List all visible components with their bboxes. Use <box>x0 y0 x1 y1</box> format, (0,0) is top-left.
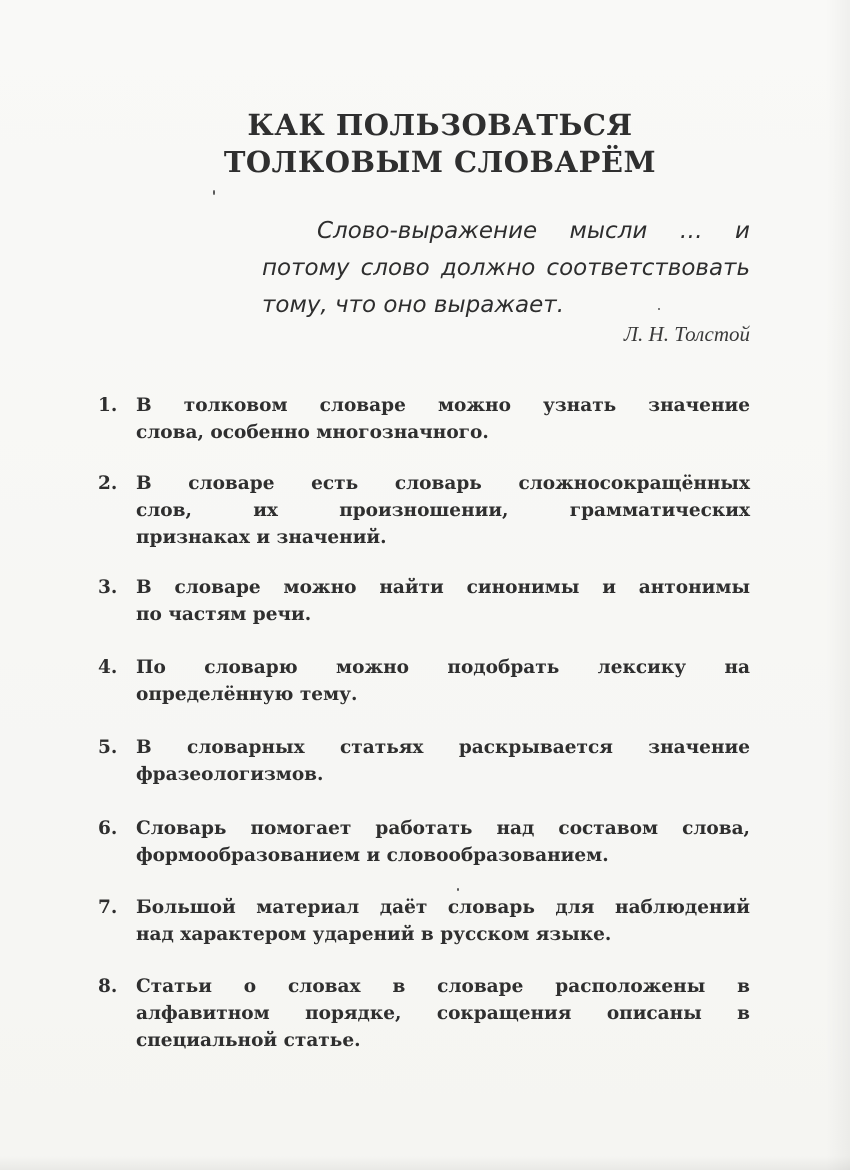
list-item-line: признаках и значений. <box>136 527 387 548</box>
list-item-line: В толковом словаре можно узнать значение <box>136 395 750 416</box>
list-item-number: 5. <box>98 737 118 758</box>
list-item-line: Словарь помогает работать над составом слова, <box>136 818 750 839</box>
list-item-line: Большой материал даёт словарь для наблюдений <box>136 897 750 918</box>
list-item-text <box>136 654 750 708</box>
list-item-line: специальной статье. <box>136 1030 361 1051</box>
list-item-line: фразеологизмов. <box>136 764 324 785</box>
list-item-number: 3. <box>98 577 118 598</box>
list-item-line: слова, особенно многозначного. <box>136 422 489 443</box>
epigraph-quote <box>262 213 750 324</box>
page-bottom-shadow <box>0 1156 850 1170</box>
list-item-text <box>136 574 750 628</box>
page-title-line-1: КАК ПОЛЬЗОВАТЬСЯ <box>247 108 633 142</box>
list-item-number: 6. <box>98 818 118 839</box>
list-item-number: 8. <box>98 976 118 997</box>
epigraph-line: потому слово должно соответствовать <box>262 255 750 281</box>
list-item-line: слов, их произношении, грамматических <box>136 500 750 521</box>
list-item-text <box>136 894 750 948</box>
list-item-text <box>136 815 750 869</box>
epigraph-line: тому, что оно выражает. <box>262 292 564 318</box>
list-item-text <box>136 470 750 551</box>
page-edge-shadow <box>826 0 850 1170</box>
list-item-line: По словарю можно подобрать лексику на <box>136 657 750 678</box>
epigraph-line: Слово-выражение мысли … и <box>317 218 750 244</box>
list-item-text <box>136 973 750 1054</box>
list-item-number: 7. <box>98 897 118 918</box>
list-item-number: 4. <box>98 657 118 678</box>
list-item-line: В словаре можно найти синонимы и антонимы <box>136 577 750 598</box>
list-item-line: над характером ударений в русском языке. <box>136 924 612 945</box>
list-item-line: формообразованием и словообразованием. <box>136 845 609 866</box>
list-item-line: алфавитном порядке, сокращения описаны в <box>136 1003 750 1024</box>
scan-speck <box>457 888 459 891</box>
list-item-number: 1. <box>98 395 118 416</box>
list-item-text <box>136 392 750 446</box>
list-item-line: по частям речи. <box>136 604 312 625</box>
list-item-line: В словаре есть словарь сложносокращённых <box>136 473 750 494</box>
list-item-number: 2. <box>98 473 118 494</box>
list-item-line: В словарных статьях раскрывается значение <box>136 737 750 758</box>
scan-speck <box>213 190 215 195</box>
scan-speck <box>658 308 660 310</box>
list-item-line: определённую тему. <box>136 684 358 705</box>
list-item-line: Статьи о словах в словаре расположены в <box>136 976 750 997</box>
epigraph-author: Л. Н. Толстой <box>623 322 750 346</box>
list-item-text <box>136 734 750 788</box>
page-title-line-2: ТОЛКОВЫМ СЛОВАРЁМ <box>223 145 657 179</box>
